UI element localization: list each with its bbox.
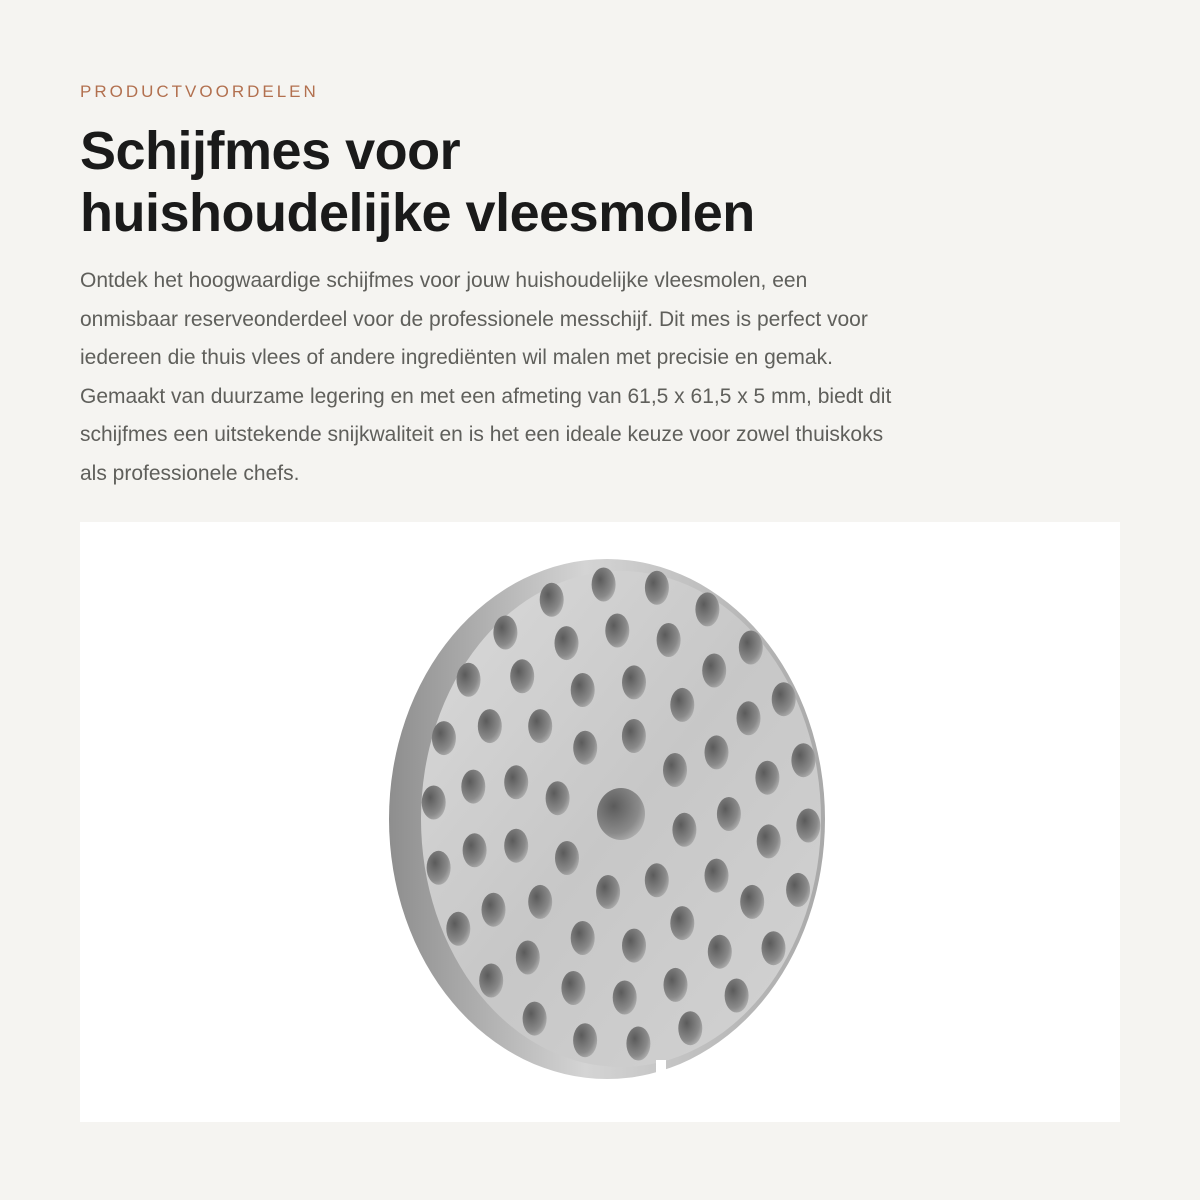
plate-hole bbox=[613, 981, 637, 1015]
plate-hole bbox=[663, 753, 687, 787]
product-description bbox=[80, 262, 1120, 493]
plate-hole bbox=[528, 885, 552, 919]
section-title bbox=[80, 120, 755, 244]
plate-hole bbox=[546, 781, 570, 815]
plate-hole bbox=[504, 829, 528, 863]
plate-hole bbox=[555, 626, 579, 660]
plate-hole bbox=[739, 631, 763, 665]
plate-hole bbox=[427, 851, 451, 885]
plate-hole bbox=[571, 921, 595, 955]
plate-hole bbox=[571, 673, 595, 707]
description-line: schijfmes een uitstekende snijkwaliteit en is het een ideale keuze voor zowel thuiskoks bbox=[80, 423, 884, 446]
plate-hole bbox=[672, 813, 696, 847]
plate-hole bbox=[510, 659, 534, 693]
plate-hole bbox=[670, 906, 694, 940]
grinder-plate-image bbox=[80, 522, 1120, 1122]
description-line: Ontdek het hoogwaardige schijfmes voor jouw huishoudelijke vleesmolen, een bbox=[80, 269, 808, 292]
plate-hole bbox=[740, 885, 764, 919]
plate-hole bbox=[573, 731, 597, 765]
plate-hole bbox=[478, 709, 502, 743]
plate-hole bbox=[528, 709, 552, 743]
plate-hole bbox=[516, 941, 540, 975]
plate-hole bbox=[463, 833, 487, 867]
plate-hole bbox=[796, 809, 820, 843]
plate-hole bbox=[592, 568, 616, 602]
plate-hole bbox=[762, 931, 786, 965]
plate-hole bbox=[664, 968, 688, 1002]
product-benefits-section bbox=[80, 0, 1120, 1200]
plate-hole bbox=[504, 765, 528, 799]
plate-hole bbox=[791, 743, 815, 777]
plate-hole bbox=[657, 623, 681, 657]
section-eyebrow: PRODUCTVOORDELEN bbox=[80, 82, 319, 101]
plate-hole bbox=[737, 701, 761, 735]
plate-hole bbox=[432, 721, 456, 755]
plate-hole bbox=[725, 979, 749, 1013]
plate-hole bbox=[705, 735, 729, 769]
plate-hole bbox=[573, 1023, 597, 1057]
plate-hole bbox=[479, 964, 503, 998]
plate-hole bbox=[757, 824, 781, 858]
plate-hole bbox=[786, 873, 810, 907]
plate-hole bbox=[772, 682, 796, 716]
plate-hole bbox=[645, 571, 669, 605]
plate-hole bbox=[622, 719, 646, 753]
plate-hole bbox=[561, 971, 585, 1005]
description-line: iedereen die thuis vlees of andere ingrediënten wil malen met precisie en gemak. bbox=[80, 346, 833, 369]
description-line: Gemaakt van duurzame legering en met een afmeting van 61,5 x 61,5 x 5 mm, biedt dit bbox=[80, 384, 892, 408]
plate-hole bbox=[645, 863, 669, 897]
plate-hole bbox=[626, 1027, 650, 1061]
center-hole bbox=[597, 788, 645, 840]
section-title-line: huishoudelijke vleesmolen bbox=[80, 183, 755, 243]
plate-hole bbox=[717, 797, 741, 831]
plate-hole bbox=[605, 614, 629, 648]
plate-hole bbox=[461, 770, 485, 804]
plate-hole bbox=[695, 592, 719, 626]
plate-hole bbox=[493, 616, 517, 650]
plate-hole bbox=[702, 654, 726, 688]
plate-hole bbox=[555, 841, 579, 875]
plate-hole bbox=[622, 929, 646, 963]
description-line: onmisbaar reserveonderdeel voor de professionele messchijf. Dit mes is perfect voor bbox=[80, 307, 868, 331]
plate-hole bbox=[457, 663, 481, 697]
plate-hole bbox=[422, 786, 446, 820]
plate-hole bbox=[708, 935, 732, 969]
plate-hole bbox=[523, 1002, 547, 1036]
plate-hole bbox=[755, 761, 779, 795]
plate-hole bbox=[622, 665, 646, 699]
plate-notch bbox=[656, 1060, 666, 1074]
plate-hole bbox=[670, 688, 694, 722]
plate-hole bbox=[482, 893, 506, 927]
section-title-line: Schijfmes voor bbox=[80, 121, 461, 181]
plate-hole bbox=[540, 583, 564, 617]
plate-hole bbox=[596, 875, 620, 909]
plate-hole bbox=[446, 912, 470, 946]
product-image bbox=[80, 522, 1120, 1122]
plate-hole bbox=[678, 1011, 702, 1045]
plate-hole bbox=[705, 859, 729, 893]
description-line: als professionele chefs. bbox=[80, 461, 300, 485]
